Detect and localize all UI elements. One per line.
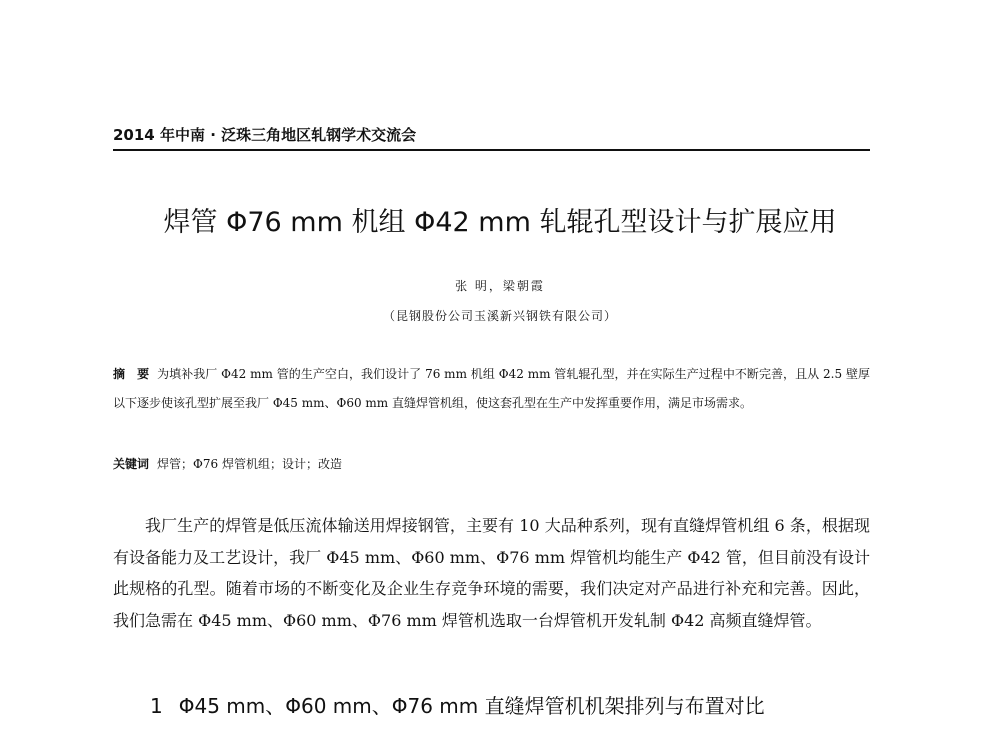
abstract-label: 摘 要 bbox=[113, 367, 150, 381]
header-divider bbox=[113, 149, 870, 151]
section-heading bbox=[150, 690, 870, 719]
conference-header: 2014 年中南 · 泛珠三角地区轧钢学术交流会 bbox=[113, 126, 417, 144]
keywords bbox=[113, 455, 870, 472]
abstract bbox=[113, 360, 870, 418]
body-paragraph: 我厂生产的焊管是低压流体输送用焊接钢管，主要有 10 大品种系列，现有直缝焊管机组 6 条，根据现有设备能力及工艺设计，我厂 Φ45 mm、Φ60 mm、Φ76 mm 焊管机均能生产 Φ42 管，但目前没有设计此规格的孔型。随着市场的不断变化及企业生存竞争环境的需要，我们决定对产品进行补充和完善。因此，我们急需在 Φ45 mm、Φ60 mm、Φ76 mm 焊管机选取一台焊管机开发轧制 Φ42 高频直缝焊管。 bbox=[113, 516, 870, 630]
paper-authors: 张 明，梁朝霞 bbox=[455, 279, 545, 293]
paper-title: 焊管 Φ76 mm 机组 Φ42 mm 轧辊孔型设计与扩展应用 bbox=[163, 207, 837, 238]
section-number: 1 bbox=[150, 694, 163, 718]
section-title: Φ45 mm、Φ60 mm、Φ76 mm 直缝焊管机机架排列与布置对比 bbox=[178, 694, 765, 718]
abstract-text: 为填补我厂 Φ42 mm 管的生产空白，我们设计了 76 mm 机组 Φ42 mm 管轧辊孔型，并在实际生产过程中不断完善，且从 2.5 壁厚以下逐步使该孔型扩展至我厂 Φ45 mm、Φ60 mm 直缝焊管机组，使这套孔型在生产中发挥重要作用，满足市场需求。 bbox=[113, 367, 870, 410]
keywords-label: 关键词 bbox=[113, 457, 150, 471]
keywords-text: 焊管；Φ76 焊管机组；设计；改造 bbox=[157, 457, 342, 471]
paper-affiliation: （昆钢股份公司玉溪新兴钢铁有限公司） bbox=[382, 309, 617, 323]
